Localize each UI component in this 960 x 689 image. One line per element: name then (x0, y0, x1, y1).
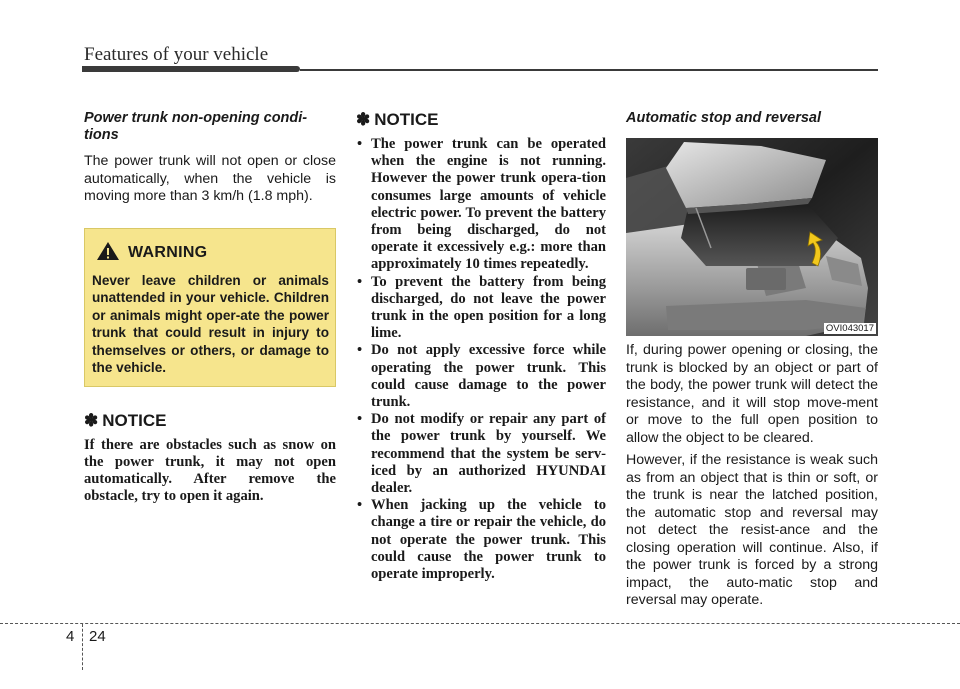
warning-triangle-icon (96, 241, 128, 266)
warning-box (84, 228, 336, 387)
trunk-illustration (626, 138, 878, 336)
page-number: 24 (89, 628, 106, 645)
warning-header (96, 241, 329, 266)
notice-star-icon: ✽ (356, 110, 371, 129)
image-code: OVI043017 (825, 323, 874, 334)
paragraph-auto-stop-1: If, during power opening or closing, the trunk is blocked by an object or part of the body, the power trunk will detect the resistance, and it will stop move-ment or move to the full open position to allow the object to be cleared. (626, 342, 878, 446)
subheading-non-opening: Power trunk non-opening condi-tions (84, 110, 308, 143)
footer-divider (0, 623, 960, 624)
page-header-title: Features of your vehicle (84, 44, 269, 65)
notice-title-middle: NOTICE (374, 110, 439, 129)
list-item: • Do not modify or repair any part of the power trunk by yourself. We recommend that the system be serv-iced by an authorized HYUNDAI dealer. (357, 411, 606, 497)
header-rule-thick (82, 66, 300, 72)
list-item: • To prevent the battery from being discharged, do not leave the power trunk in the open position for a long lime. (357, 273, 606, 342)
subheading-auto-stop: Automatic stop and reversal (626, 110, 821, 126)
notice-text-left: If there are obstacles such as snow on the power trunk, it may not open automatically. After remove the obstacle, try to open it again. (84, 436, 336, 505)
header-rule-thin (300, 69, 878, 71)
notice-heading-left (84, 411, 336, 431)
column-left (84, 110, 336, 505)
list-item: • When jacking up the vehicle to change a tire or repair the vehicle, do not operate the power trunk. This could cause the power trunk to operate improperly. (357, 497, 606, 583)
paragraph-auto-stop-2: However, if the resistance is weak such as from an object that is thin or soft, or the trunk is near the latched position, the automatic stop and reversal may not detect the resist-ance and the closing operation will continue. Also, if the power trunk is forced by a strong impact, the auto-matic stop and reversal may operate. (626, 452, 878, 608)
list-item: • Do not apply excessive force while operating the power trunk. This could cause damage to the power trunk. (357, 342, 606, 411)
warning-title: WARNING (128, 244, 208, 261)
chapter-number: 4 (66, 628, 75, 645)
column-right (626, 110, 878, 615)
paragraph-non-opening: The power trunk will not open or close automatically, when the vehicle is moving more than 3 km/h (1.8 mph). (84, 153, 336, 204)
notice-heading-middle (356, 110, 606, 130)
notice-star-icon: ✽ (84, 410, 99, 430)
column-middle (356, 110, 606, 583)
footer-vertical-divider (82, 624, 83, 670)
warning-text: Never leave children or animals unattended in your vehicle. Children or animals might oper-ate the power trunk that could result in injury to themselves or others, or damage to the vehicle. (92, 272, 329, 375)
notice-bullet-list (356, 136, 606, 583)
list-item: • The power trunk can be operated when the engine is not running. However the power trunk opera-tion consumes large amounts of vehicle electric power. To prevent the battery from being discharged, do not operate it excessively e.g.: more than approximately 10 times repeatedly. (357, 136, 606, 273)
notice-title-left: NOTICE (102, 410, 167, 430)
